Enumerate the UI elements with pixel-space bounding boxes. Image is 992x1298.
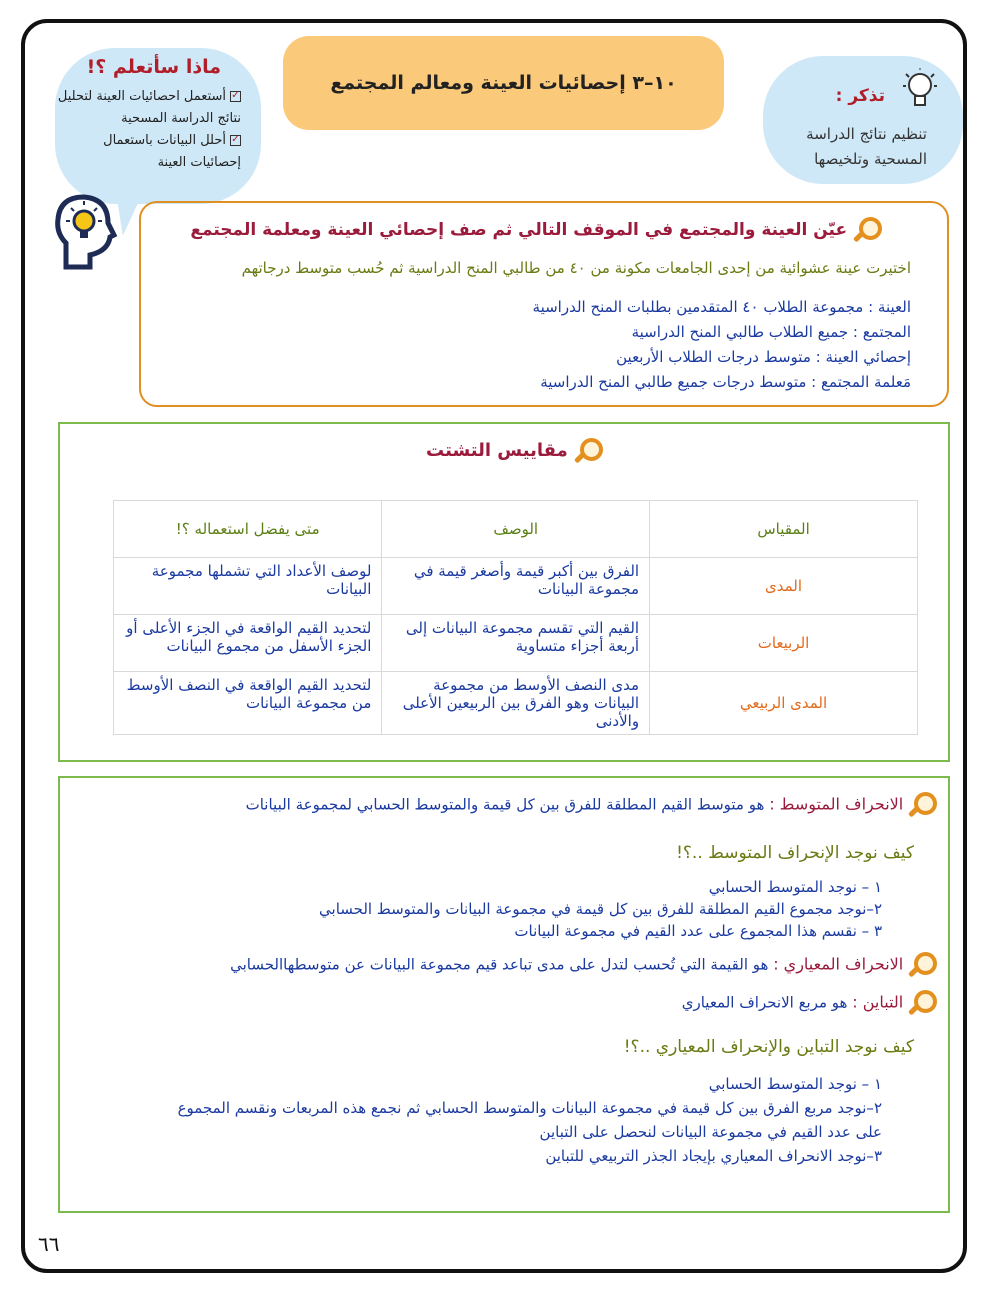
step-line: ٢–نوجد مربع الفرق بين كل قيمة في مجموعة البيانات والمتوسط الحسابي ثم نجمع هذه المربعات ونقسم المجموع [177, 1099, 882, 1117]
desc-cell: مدى النصف الأوسط من مجموعة البيانات وهو الفرق بين الربيعين الأعلى والأدنى [382, 672, 650, 735]
answer-line: مَعلمة المجتمع : متوسط درجات جميع طالبي المنح الدراسية [540, 373, 911, 391]
col-header: الوصف [382, 501, 650, 558]
table-header-row [114, 501, 918, 558]
sd-definition [114, 952, 934, 978]
step-line: ٣–نوجد الانحراف المعياري بإيجاد الجذر التربيعي للتباين [545, 1147, 882, 1165]
variance-definition [634, 990, 934, 1016]
magnifier-icon [908, 952, 934, 978]
step-line: ١ – نوجد المتوسط الحسابي [708, 878, 882, 896]
dispersion-table [113, 500, 918, 735]
magnifier-icon [853, 217, 879, 243]
desc-cell: الفرق بين أكبر قيمة وأصغر قيمة في مجموعة البيانات [382, 558, 650, 615]
measure-cell: الربيعات [650, 615, 918, 672]
remember-heading: تذكر : [835, 86, 885, 106]
lesson-title: ١٠–٣ إحصائيات العينة ومعالم المجتمع [330, 72, 677, 94]
learn-item: نتائج الدراسة المسحية [121, 111, 241, 126]
col-header: متى يفضل استعماله ؟! [114, 501, 382, 558]
mad-def: هو متوسط القيم المطلقة للفرق بين كل قيمة والمتوسط الحسابي لمجموعة البيانات [245, 795, 765, 814]
example-heading: عيّن العينة والمجتمع في الموقف التالي ثم صف إحصائي العينة ومعلمة المجتمع [190, 217, 879, 243]
answer-line: المجتمع : جميع الطلاب طالبي المنح الدراسية [631, 323, 911, 341]
var-term: التباين : [852, 992, 904, 1012]
learn-item: إحصائيات العينة [157, 155, 241, 170]
page-number: ٦٦ [38, 1232, 60, 1256]
magnifier-icon [908, 792, 934, 818]
mad-term: الانحراف المتوسط : [769, 794, 904, 814]
checkbox-icon: ✓ [231, 90, 240, 101]
magnifier-icon [574, 438, 600, 464]
sd-def: هو القيمة التي تُحسب لتدل على مدى تباعد قيم مجموعة البيانات عن متوسطهاالحسابي [230, 955, 769, 974]
when-cell: لوصف الأعداد التي تشملها مجموعة البيانات [114, 558, 382, 615]
learn-heading: ماذا سأتعلم ؟! [86, 56, 221, 78]
var-steps [112, 1072, 882, 1168]
col-header: المقياس [650, 501, 918, 558]
var-question: كيف نوجد التباين والإنحراف المعياري ..؟! [623, 1037, 914, 1057]
sd-term: الانحراف المعياري : [773, 954, 904, 974]
step-line: ٣ – نقسم هذا المجموع على عدد القيم في مجموعة البيانات [514, 922, 882, 940]
measure-cell: المدى [650, 558, 918, 615]
checkbox-icon: ✓ [231, 134, 240, 145]
learn-bubble [55, 48, 261, 204]
table-row [114, 558, 918, 615]
dispersion-heading: مقاييس التشتت [400, 438, 600, 464]
head-bulb-icon [50, 193, 118, 271]
lesson-title-box [283, 36, 724, 130]
magnifier-icon [908, 990, 934, 1016]
example-box [139, 201, 949, 407]
table-row [114, 615, 918, 672]
when-cell: لتحديد القيم الواقعة في النصف الأوسط من مجموعة البيانات [114, 672, 382, 735]
example-answers [533, 295, 911, 395]
step-line: ١ – نوجد المتوسط الحسابي [708, 1075, 882, 1093]
remember-text: تنظيم نتائج الدراسة المسحية وتلخيصها [806, 125, 927, 168]
var-def: هو مربع الانحراف المعياري [681, 993, 848, 1012]
measure-cell: المدى الربيعي [650, 672, 918, 735]
desc-cell: القيم التي تقسم مجموعة البيانات إلى أربعة أجزاء متساوية [382, 615, 650, 672]
step-line: على عدد القيم في مجموعة البيانات لنحصل على التباين [539, 1123, 882, 1141]
learn-item: ✓أستعمل احصائيات العينة لتحليل [57, 89, 240, 104]
when-cell: لتحديد القيم الواقعة في الجزء الأعلى أو الجزء الأسفل من مجموع البيانات [114, 615, 382, 672]
mad-definition [134, 792, 934, 818]
learn-item: ✓أحلل البيانات باستعمال [103, 133, 240, 148]
mad-steps [319, 876, 882, 942]
answer-line: إحصائي العينة : متوسط درجات الطلاب الأربعين [616, 348, 911, 366]
mad-question: كيف نوجد الإنحراف المتوسط ..؟! [676, 843, 914, 863]
example-statement: اختيرت عينة عشوائية من إحدى الجامعات مكونة من ٤٠ من طالبي المنح الدراسية ثم حُسب متوسط درجاتهم [241, 259, 911, 277]
step-line: ٢–نوجد مجموع القيم المطلقة للفرق بين كل قيمة في مجموعة البيانات والمتوسط الحسابي [319, 900, 882, 918]
remember-bubble [763, 56, 963, 184]
answer-line: العينة : مجموعة الطلاب ٤٠ المتقدمين بطلبات المنح الدراسية [532, 298, 911, 316]
table-row [114, 672, 918, 735]
lightbulb-icon [903, 68, 937, 112]
